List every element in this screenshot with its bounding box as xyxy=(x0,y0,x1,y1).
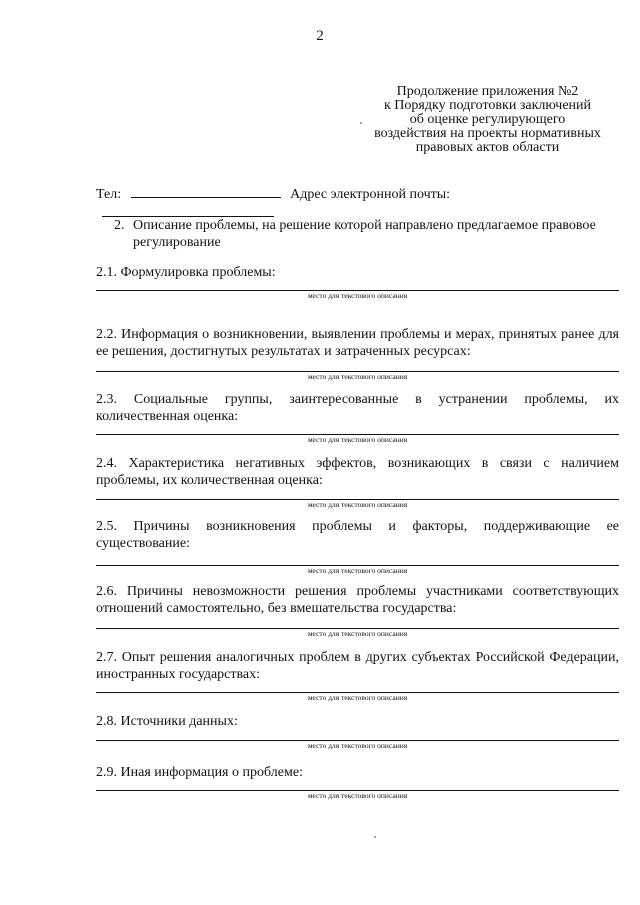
question-text: 2.3. Социальные группы, заинтересованные в устранении проблемы, их xyxy=(96,392,619,407)
question-text: существование: xyxy=(96,536,190,551)
question-text: 2.5. Причины возникновения проблемы и факторы, поддерживающие ее xyxy=(96,519,619,534)
question-text: 2.4. Характеристика негативных эффектов, возникающих в связи с наличием xyxy=(96,456,619,471)
question-2-5 xyxy=(96,518,619,552)
question-text: проблемы, их количественная оценка: xyxy=(96,473,323,488)
section-number: 2. xyxy=(114,218,125,233)
appendix-line: правовых актов области xyxy=(415,140,560,155)
answer-caption: место для текстового описания xyxy=(307,566,408,575)
email-field[interactable] xyxy=(102,203,274,217)
appendix-line: воздействия на проекты нормативных xyxy=(374,126,601,141)
page-number: 2 xyxy=(316,28,324,44)
answer-caption: место для текстового описания xyxy=(307,741,408,750)
appendix-line: к Порядку подготовки заключений xyxy=(383,98,592,113)
question-2-9 xyxy=(96,764,619,781)
appendix-line: Продолжение приложения №2 xyxy=(396,84,579,99)
answer-caption: место для текстового описания xyxy=(307,791,408,800)
email-label: Адрес электронной почты: xyxy=(290,187,451,202)
question-2-1 xyxy=(96,264,619,281)
question-2-7 xyxy=(96,649,619,683)
phone-field[interactable] xyxy=(131,184,281,198)
appendix-line: об оценке регулирующего xyxy=(409,112,566,127)
appendix-header xyxy=(360,85,615,155)
question-2-2 xyxy=(96,326,619,360)
phone-label: Тел: xyxy=(96,187,122,202)
question-text: отношений самостоятельно, без вмешательства государства: xyxy=(96,601,457,616)
question-2-4 xyxy=(96,455,619,489)
question-text: 2.2. Информация о возникновении, выявлении проблемы и мерах, принятых ранее для xyxy=(96,327,619,342)
question-2-8 xyxy=(96,713,619,730)
question-text: 2.8. Источники данных: xyxy=(96,714,238,729)
answer-caption: место для текстового описания xyxy=(307,372,408,381)
scan-speck xyxy=(374,836,376,838)
question-text: 2.1. Формулировка проблемы: xyxy=(96,265,276,280)
question-2-3 xyxy=(96,391,619,425)
answer-caption: место для текстового описания xyxy=(307,629,408,638)
section-heading xyxy=(114,217,609,251)
scan-speck xyxy=(360,122,362,124)
section-title: Описание проблемы, на решение которой направлено предлагаемое правовое регулирование xyxy=(133,218,596,250)
question-text: 2.6. Причины невозможности решения проблемы участниками соответствующих xyxy=(96,584,619,599)
question-text: количественная оценка: xyxy=(96,409,239,424)
answer-caption: место для текстового описания xyxy=(307,291,408,300)
answer-caption: место для текстового описания xyxy=(307,500,408,509)
question-text: 2.7. Опыт решения аналогичных проблем в других субъектах Российской Федерации, xyxy=(96,650,619,665)
answer-caption: место для текстового описания xyxy=(307,435,408,444)
question-2-6 xyxy=(96,583,619,617)
answer-caption: место для текстового описания xyxy=(307,693,408,702)
question-text: 2.9. Иная информация о проблеме: xyxy=(96,765,303,780)
question-text: ее решения, достигнутых результатах и затраченных ресурсах: xyxy=(96,344,471,359)
question-text: иностранных государствах: xyxy=(96,667,261,682)
